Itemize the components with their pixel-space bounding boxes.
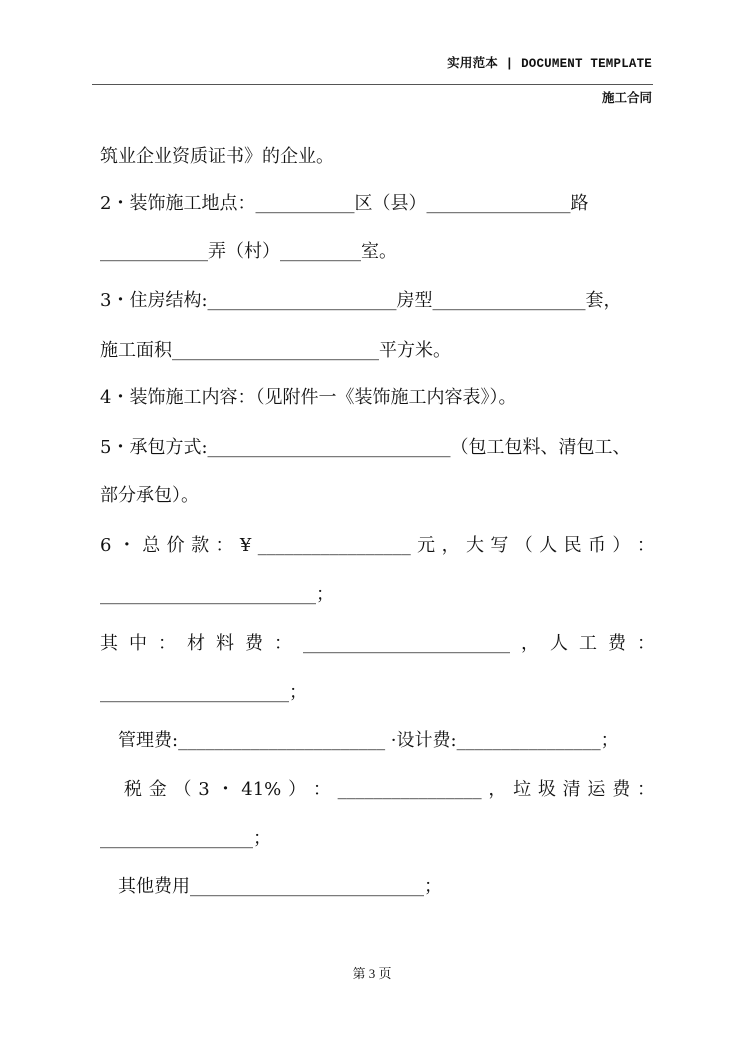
line8-token: ： — [636, 535, 655, 556]
body-line-11: _____________________； — [100, 682, 307, 703]
line13-token: ________________ — [337, 779, 482, 800]
line13-token: ， — [488, 779, 507, 800]
line10-token: 人 — [550, 633, 568, 654]
line8-token: ） — [612, 535, 631, 556]
line8-token: ： — [215, 535, 234, 556]
line8-token: ¥ — [239, 535, 252, 556]
line13-token: 垃 — [513, 779, 532, 800]
line10-token: ： — [274, 633, 292, 654]
line13-token: ・ — [216, 779, 235, 800]
header-rule — [92, 84, 653, 85]
line10-token: 中 — [129, 633, 147, 654]
body-line-4: 施工面积_______________________平方米。 — [100, 340, 451, 361]
body-line-8 — [100, 535, 655, 557]
body-line-9: ________________________； — [100, 584, 334, 605]
line13-token: ： — [312, 779, 331, 800]
line10-token: 其 — [100, 633, 118, 654]
page-number: 第 3 页 — [352, 966, 392, 981]
header-subtitle: 施工合同 — [601, 90, 652, 105]
line13-token: 圾 — [537, 779, 556, 800]
line13-token: 41% — [241, 779, 282, 800]
line10-token: ： — [637, 633, 655, 654]
line13-token: ： — [636, 779, 655, 800]
line10-token: ， — [521, 633, 539, 654]
line10-token: 材 — [187, 633, 205, 654]
body-line-1: 2・装饰施工地点：___________区（县）________________路 — [100, 193, 589, 214]
body-line-5: 4・装饰施工内容：（见附件一《装饰施工内容表》）。 — [100, 387, 517, 408]
body-line-7: 部分承包）。 — [100, 485, 199, 506]
line10-token: 料 — [216, 633, 234, 654]
line13-token: 税 — [124, 779, 142, 800]
line8-token: _________________ — [257, 535, 411, 556]
line8-token: 人 — [539, 535, 558, 556]
body-line-14: _________________； — [100, 828, 271, 849]
line8-token: （ — [514, 535, 533, 556]
line13-token: （ — [173, 779, 192, 800]
body-line-6: 5・承包方式:___________________________（包工包料、清包工、 — [100, 437, 631, 458]
line8-token: 币 — [588, 535, 606, 556]
line8-token: ， — [441, 535, 460, 556]
body-line-12: 管理费:_______________________ ·设计费:________________； — [118, 730, 619, 751]
body-line-10 — [100, 633, 655, 655]
line13-token: 运 — [587, 779, 606, 800]
line8-token: 大 — [465, 535, 484, 556]
line10-token: 工 — [579, 633, 597, 654]
line10-token: ： — [158, 633, 176, 654]
line13-token: 3 — [198, 779, 210, 800]
body-line-0: 筑业企业资质证书》的企业。 — [100, 146, 334, 167]
body-line-15: 其他费用__________________________； — [118, 876, 442, 897]
line13-token: 清 — [562, 779, 581, 800]
line8-token: 元 — [417, 535, 436, 556]
line8-token: ・ — [117, 535, 136, 556]
line10-token: 费 — [245, 633, 263, 654]
header-title: 实用范本 | DOCUMENT TEMPLATE — [447, 57, 652, 71]
body-line-3: 3・住房结构:_____________________房型_________________套， — [100, 290, 622, 311]
line10-token: 费 — [608, 633, 626, 654]
line8-token: 民 — [563, 535, 582, 556]
body-line-2: ____________弄（村）_________室。 — [100, 241, 397, 262]
line13-token: ） — [288, 779, 307, 800]
line13-token: 费 — [612, 779, 631, 800]
line8-token: 写 — [490, 535, 509, 556]
line13-token: 金 — [148, 779, 167, 800]
line8-token: 款 — [191, 535, 210, 556]
line8-token: 总 — [142, 535, 161, 556]
body-line-13 — [124, 779, 655, 801]
line8-token: 6 — [100, 535, 112, 556]
line8-token: 价 — [166, 535, 185, 556]
line10-token: _______________________ — [303, 633, 510, 654]
